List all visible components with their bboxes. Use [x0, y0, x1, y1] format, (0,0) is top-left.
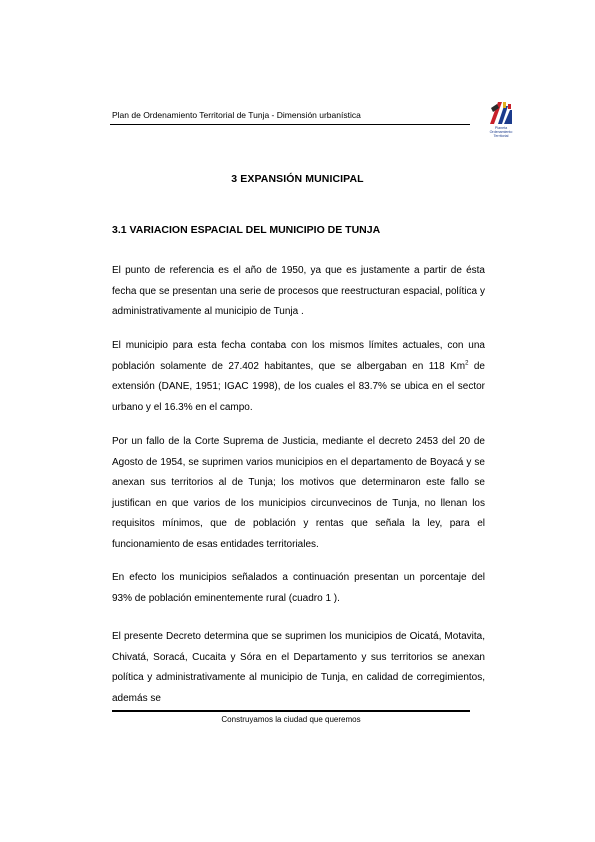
logo-caption — [478, 126, 524, 139]
body-paragraph: El punto de referencia es el año de 1950, ya que es justamente a partir de ésta fecha que se presentan una serie de procesos que reestructuran espacial, política y administrativamente al municipio de Tunja . — [112, 265, 485, 317]
page-header: Plan de Ordenamiento Territorial de Tunja - Dimensión urbanística — [112, 110, 361, 120]
section-title: 3.1 VARIACION ESPACIAL DEL MUNICIPIO DE TUNJA — [112, 224, 381, 236]
logo-caption-line: Planeta — [494, 126, 508, 130]
header-rule — [110, 124, 470, 125]
chapter-title: 3 EXPANSIÓN MUNICIPAL — [231, 173, 364, 185]
footer-rule — [112, 710, 470, 712]
body-paragraph: Por un fallo de la Corte Suprema de Justicia, mediante el decreto 2453 del 20 de Agosto de 1954, se suprimen varios municipios en el departamento de Boyacá y se anexan sus territorios al de Tunja; los motivos que determinaron este fallo se justifican en que varios de los municipios circunvecinos de Tunja, no llenan los requisitos mínimos, que de población y rentas que señala la ley, para el funcionamiento de esas entidades territoriales. — [112, 436, 485, 550]
logo-caption-line: Territorial — [493, 134, 509, 139]
paragraph-text: El municipio para esta fecha contaba con los mismos límites actuales, con una población solamente de 27.402 habitantes, que se albergaban en 118 Km — [112, 340, 485, 372]
paragraph-text: de extensión (DANE, 1951; IGAC 1998), de los cuales el 83.7% se ubica en el sector urbano y el 16.3% en el campo. — [112, 360, 485, 413]
superscript-exponent: 2 — [465, 360, 469, 367]
page-footer: Construyamos la ciudad que queremos — [221, 715, 361, 724]
body-paragraph — [112, 336, 485, 418]
body-paragraph: El presente Decreto determina que se suprimen los municipios de Oicatá, Motavita, Chivatá, Soracá, Cucaita y Sóra en el Departamento y sus territorios se anexan política y administrativamente al municipio de Tunja, en calidad de corregimientos, además se — [112, 631, 485, 704]
body-paragraph: En efecto los municipios señalados a continuación presentan un porcentaje del 93% de población eminentemente rural (cuadro 1 ). — [112, 572, 485, 604]
logo-caption-line: Ordenamiento — [489, 130, 513, 135]
